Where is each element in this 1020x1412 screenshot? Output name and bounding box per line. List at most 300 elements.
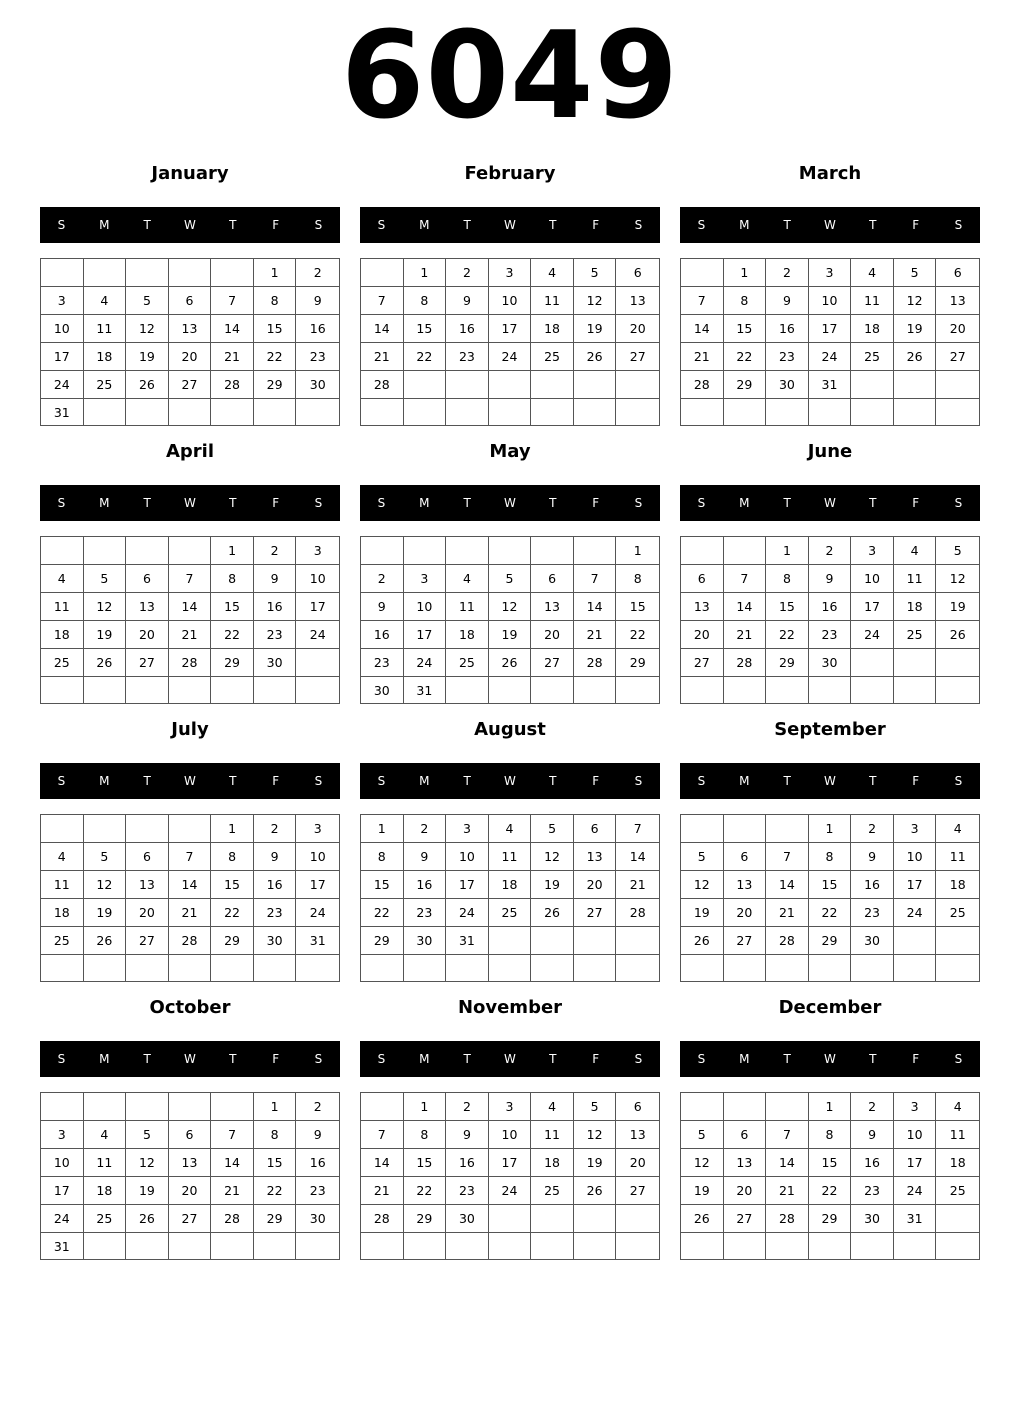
day-cell: 6 [936, 259, 979, 287]
day-cell: 16 [361, 621, 404, 649]
day-cell: 5 [574, 259, 617, 287]
day-cell: 17 [489, 1149, 532, 1177]
day-cell [489, 1233, 532, 1259]
day-cell: 23 [446, 1177, 489, 1205]
day-cell [489, 399, 532, 425]
day-cell: 17 [894, 871, 937, 899]
day-cell [41, 1093, 84, 1121]
weekday-label: W [504, 1052, 516, 1066]
day-cell: 7 [169, 843, 212, 871]
day-cell [681, 537, 724, 565]
day-cell: 22 [809, 1177, 852, 1205]
day-cell [169, 815, 212, 843]
weekday-label: T [869, 1052, 877, 1066]
day-cell: 11 [41, 593, 84, 621]
day-cell: 3 [894, 1093, 937, 1121]
day-cell: 18 [41, 621, 84, 649]
day-cell: 27 [169, 371, 212, 399]
day-cell: 30 [361, 677, 404, 704]
weekday-label: M [739, 218, 750, 232]
day-cell: 3 [404, 565, 447, 593]
day-cell [84, 1093, 127, 1121]
day-cell: 19 [84, 621, 127, 649]
weekday-label: S [57, 1052, 66, 1066]
day-cell [574, 1205, 617, 1233]
day-cell: 29 [616, 649, 659, 677]
day-cell: 10 [851, 565, 894, 593]
day-cell: 15 [616, 593, 659, 621]
day-cell: 15 [211, 871, 254, 899]
day-cell: 11 [851, 287, 894, 315]
day-cell: 15 [724, 315, 767, 343]
day-cell: 10 [489, 287, 532, 315]
day-cell: 9 [254, 843, 297, 871]
day-cell: 4 [41, 565, 84, 593]
day-cell: 21 [766, 1177, 809, 1205]
day-cell: 7 [169, 565, 212, 593]
weekday-label: M [739, 496, 750, 510]
weekday-label: F [272, 218, 280, 232]
weekday-label: T [869, 218, 877, 232]
day-cell: 9 [851, 1121, 894, 1149]
day-cell: 20 [126, 899, 169, 927]
day-cell: 5 [126, 287, 169, 315]
day-cell: 17 [41, 343, 84, 371]
day-cell: 19 [936, 593, 979, 621]
day-cell [894, 649, 937, 677]
day-cell [84, 259, 127, 287]
day-cell: 23 [296, 1177, 339, 1205]
weekday-label: S [954, 774, 963, 788]
day-cell [531, 371, 574, 399]
day-cell: 17 [41, 1177, 84, 1205]
weekday-label: T [549, 1052, 557, 1066]
day-cell: 26 [681, 1205, 724, 1233]
day-cell [41, 815, 84, 843]
day-cell: 1 [766, 537, 809, 565]
day-cell: 20 [936, 315, 979, 343]
day-cell: 4 [531, 259, 574, 287]
day-cell [574, 1233, 617, 1259]
day-cell: 24 [446, 899, 489, 927]
day-cell: 3 [851, 537, 894, 565]
day-cell: 6 [169, 1121, 212, 1149]
weekday-label: M [99, 218, 110, 232]
day-grid [40, 1092, 340, 1260]
weekday-label: T [463, 218, 471, 232]
month-name: January [151, 163, 229, 184]
day-cell: 5 [531, 815, 574, 843]
day-cell [936, 399, 979, 425]
day-cell [489, 927, 532, 955]
weekday-label: S [377, 1052, 386, 1066]
day-cell [404, 955, 447, 981]
day-cell [84, 815, 127, 843]
day-cell [894, 371, 937, 399]
day-cell: 15 [404, 315, 447, 343]
day-cell: 16 [296, 1149, 339, 1177]
day-cell: 17 [296, 593, 339, 621]
day-cell: 14 [681, 315, 724, 343]
day-cell: 17 [489, 315, 532, 343]
day-cell [489, 537, 532, 565]
day-cell [724, 399, 767, 425]
weekday-header [360, 1041, 660, 1077]
day-cell [531, 955, 574, 981]
day-cell: 3 [446, 815, 489, 843]
day-cell [681, 955, 724, 981]
day-cell [41, 677, 84, 703]
day-cell: 6 [531, 565, 574, 593]
day-cell: 18 [936, 1149, 979, 1177]
day-cell: 2 [851, 815, 894, 843]
day-cell [894, 399, 937, 425]
day-cell: 26 [489, 649, 532, 677]
day-cell: 30 [254, 927, 297, 955]
day-cell: 28 [724, 649, 767, 677]
day-cell: 27 [724, 927, 767, 955]
month-name: February [464, 163, 556, 184]
day-cell: 14 [169, 871, 212, 899]
day-cell [446, 955, 489, 981]
day-cell: 8 [211, 565, 254, 593]
day-cell: 19 [126, 1177, 169, 1205]
day-cell: 27 [574, 899, 617, 927]
day-cell: 19 [574, 315, 617, 343]
day-cell: 9 [446, 1121, 489, 1149]
day-cell: 17 [851, 593, 894, 621]
day-cell: 28 [766, 927, 809, 955]
day-cell: 5 [489, 565, 532, 593]
day-cell: 6 [616, 259, 659, 287]
day-grid [40, 258, 340, 426]
day-cell: 20 [724, 899, 767, 927]
day-cell: 18 [936, 871, 979, 899]
day-cell: 9 [296, 1121, 339, 1149]
day-cell [446, 1233, 489, 1259]
day-cell: 14 [724, 593, 767, 621]
day-cell [169, 399, 212, 426]
day-cell: 13 [531, 593, 574, 621]
day-cell: 26 [126, 371, 169, 399]
weekday-label: S [57, 218, 66, 232]
day-cell: 13 [126, 593, 169, 621]
day-cell: 8 [809, 1121, 852, 1149]
day-cell: 13 [724, 1149, 767, 1177]
day-cell [41, 537, 84, 565]
day-cell: 18 [41, 899, 84, 927]
day-cell [574, 927, 617, 955]
day-cell: 22 [254, 343, 297, 371]
day-cell [126, 1233, 169, 1260]
weekday-header [680, 207, 980, 243]
weekday-label: M [99, 774, 110, 788]
day-cell: 3 [809, 259, 852, 287]
day-cell [766, 815, 809, 843]
day-cell: 8 [361, 843, 404, 871]
weekday-label: F [592, 496, 600, 510]
weekday-label: S [314, 1052, 323, 1066]
day-cell: 8 [254, 1121, 297, 1149]
day-cell [681, 1233, 724, 1259]
day-cell [296, 1233, 339, 1260]
day-cell: 6 [724, 1121, 767, 1149]
day-cell: 19 [894, 315, 937, 343]
day-cell: 5 [681, 843, 724, 871]
day-cell: 19 [574, 1149, 617, 1177]
weekday-header [40, 763, 340, 799]
day-cell: 4 [531, 1093, 574, 1121]
weekday-label: M [419, 774, 430, 788]
day-cell: 4 [894, 537, 937, 565]
day-cell: 17 [894, 1149, 937, 1177]
day-cell: 25 [84, 371, 127, 399]
day-cell: 12 [84, 871, 127, 899]
day-cell: 16 [851, 871, 894, 899]
day-cell: 20 [169, 1177, 212, 1205]
day-cell: 22 [404, 1177, 447, 1205]
day-cell [724, 955, 767, 981]
day-cell: 19 [84, 899, 127, 927]
day-cell: 14 [766, 1149, 809, 1177]
day-cell: 20 [724, 1177, 767, 1205]
day-cell: 6 [681, 565, 724, 593]
day-cell: 24 [489, 1177, 532, 1205]
day-cell: 8 [404, 287, 447, 315]
day-cell: 15 [211, 593, 254, 621]
day-cell: 23 [254, 899, 297, 927]
day-cell: 21 [361, 1177, 404, 1205]
day-cell: 27 [616, 1177, 659, 1205]
day-cell: 24 [404, 649, 447, 677]
weekday-label: F [272, 774, 280, 788]
day-cell: 28 [211, 1205, 254, 1233]
day-cell [574, 399, 617, 425]
day-cell: 24 [894, 899, 937, 927]
weekday-label: F [592, 1052, 600, 1066]
day-cell: 30 [851, 927, 894, 955]
month-name: July [171, 719, 209, 740]
day-cell [936, 371, 979, 399]
day-cell: 18 [84, 343, 127, 371]
day-cell: 16 [296, 315, 339, 343]
day-cell: 30 [851, 1205, 894, 1233]
day-cell: 10 [809, 287, 852, 315]
day-cell [851, 399, 894, 425]
day-cell: 15 [361, 871, 404, 899]
day-cell [84, 399, 127, 426]
day-cell: 8 [766, 565, 809, 593]
day-cell: 12 [574, 287, 617, 315]
day-grid [40, 536, 340, 704]
day-cell [169, 1233, 212, 1260]
day-cell: 7 [766, 1121, 809, 1149]
day-grid [360, 1092, 660, 1260]
day-cell: 12 [681, 1149, 724, 1177]
day-cell: 25 [41, 927, 84, 955]
day-cell [296, 399, 339, 426]
day-cell [361, 1233, 404, 1259]
day-cell: 22 [809, 899, 852, 927]
weekday-label: W [184, 218, 196, 232]
day-cell: 22 [254, 1177, 297, 1205]
day-cell [404, 399, 447, 425]
day-cell [211, 1233, 254, 1260]
weekday-label: S [57, 496, 66, 510]
day-cell: 3 [41, 287, 84, 315]
day-cell [296, 649, 339, 677]
day-cell [446, 537, 489, 565]
day-cell: 29 [766, 649, 809, 677]
day-cell: 9 [446, 287, 489, 315]
day-cell [169, 1093, 212, 1121]
weekday-label: F [912, 1052, 920, 1066]
day-cell: 14 [361, 1149, 404, 1177]
day-cell: 23 [404, 899, 447, 927]
day-cell: 6 [574, 815, 617, 843]
day-cell: 15 [809, 871, 852, 899]
weekday-label: T [463, 1052, 471, 1066]
day-cell: 11 [936, 1121, 979, 1149]
day-cell [894, 955, 937, 981]
day-cell: 31 [446, 927, 489, 955]
weekday-label: W [824, 218, 836, 232]
day-cell [361, 259, 404, 287]
day-cell: 4 [41, 843, 84, 871]
weekday-label: S [314, 774, 323, 788]
day-cell: 5 [936, 537, 979, 565]
day-cell [211, 955, 254, 981]
day-cell [681, 399, 724, 425]
day-cell: 13 [169, 1149, 212, 1177]
day-cell: 17 [446, 871, 489, 899]
day-cell: 21 [766, 899, 809, 927]
day-cell [126, 537, 169, 565]
day-cell [169, 537, 212, 565]
day-cell: 14 [211, 315, 254, 343]
day-cell: 9 [296, 287, 339, 315]
day-cell: 25 [531, 343, 574, 371]
day-cell [169, 259, 212, 287]
day-cell: 22 [724, 343, 767, 371]
weekday-label: S [954, 1052, 963, 1066]
day-cell: 26 [84, 649, 127, 677]
month-name: November [457, 997, 563, 1018]
day-cell: 7 [211, 287, 254, 315]
day-cell: 29 [254, 1205, 297, 1233]
month-name: May [489, 441, 531, 462]
day-cell: 30 [296, 1205, 339, 1233]
day-cell: 1 [211, 815, 254, 843]
day-cell: 21 [724, 621, 767, 649]
day-cell [254, 955, 297, 981]
day-cell [126, 1093, 169, 1121]
day-cell: 10 [489, 1121, 532, 1149]
day-cell [809, 399, 852, 425]
day-cell [616, 955, 659, 981]
day-cell: 12 [574, 1121, 617, 1149]
day-cell [254, 1233, 297, 1260]
day-cell: 22 [766, 621, 809, 649]
day-cell [361, 399, 404, 425]
weekday-label: S [954, 218, 963, 232]
weekday-label: T [869, 774, 877, 788]
day-cell: 27 [616, 343, 659, 371]
day-cell: 22 [211, 899, 254, 927]
day-cell: 4 [851, 259, 894, 287]
day-cell: 31 [296, 927, 339, 955]
day-cell: 4 [84, 1121, 127, 1149]
weekday-header [40, 485, 340, 521]
day-grid [360, 814, 660, 982]
day-grid [360, 536, 660, 704]
day-cell [681, 677, 724, 703]
day-cell: 30 [766, 371, 809, 399]
day-cell [936, 677, 979, 703]
day-cell: 2 [404, 815, 447, 843]
day-cell: 27 [681, 649, 724, 677]
day-cell: 11 [894, 565, 937, 593]
day-cell [531, 537, 574, 565]
day-cell: 14 [361, 315, 404, 343]
day-cell [126, 815, 169, 843]
day-cell [211, 399, 254, 426]
day-cell [84, 1233, 127, 1260]
day-cell: 12 [126, 1149, 169, 1177]
day-cell: 13 [169, 315, 212, 343]
day-cell [169, 677, 212, 703]
weekday-label: S [634, 218, 643, 232]
day-cell: 27 [936, 343, 979, 371]
month-name: September [774, 719, 886, 740]
day-cell: 26 [84, 927, 127, 955]
day-cell [84, 677, 127, 703]
day-cell: 28 [574, 649, 617, 677]
day-cell: 24 [489, 343, 532, 371]
day-cell: 1 [361, 815, 404, 843]
weekday-label: T [143, 1052, 151, 1066]
weekday-header [360, 207, 660, 243]
weekday-label: T [783, 496, 791, 510]
day-cell: 4 [936, 1093, 979, 1121]
day-cell: 26 [531, 899, 574, 927]
day-cell: 14 [574, 593, 617, 621]
day-cell: 2 [766, 259, 809, 287]
weekday-header [360, 485, 660, 521]
day-cell: 27 [126, 649, 169, 677]
day-cell [724, 1093, 767, 1121]
day-cell: 20 [616, 315, 659, 343]
day-cell: 28 [169, 927, 212, 955]
day-cell [616, 371, 659, 399]
weekday-label: T [229, 1052, 237, 1066]
day-cell: 16 [254, 593, 297, 621]
weekday-label: T [549, 496, 557, 510]
weekday-label: T [229, 496, 237, 510]
day-cell: 25 [489, 899, 532, 927]
day-cell: 3 [296, 815, 339, 843]
day-cell: 21 [169, 899, 212, 927]
day-cell: 15 [809, 1149, 852, 1177]
day-cell: 5 [681, 1121, 724, 1149]
weekday-label: W [504, 218, 516, 232]
weekday-label: F [912, 774, 920, 788]
day-grid [680, 1092, 980, 1260]
day-cell [84, 537, 127, 565]
day-cell: 2 [851, 1093, 894, 1121]
day-cell: 25 [894, 621, 937, 649]
day-cell [574, 371, 617, 399]
